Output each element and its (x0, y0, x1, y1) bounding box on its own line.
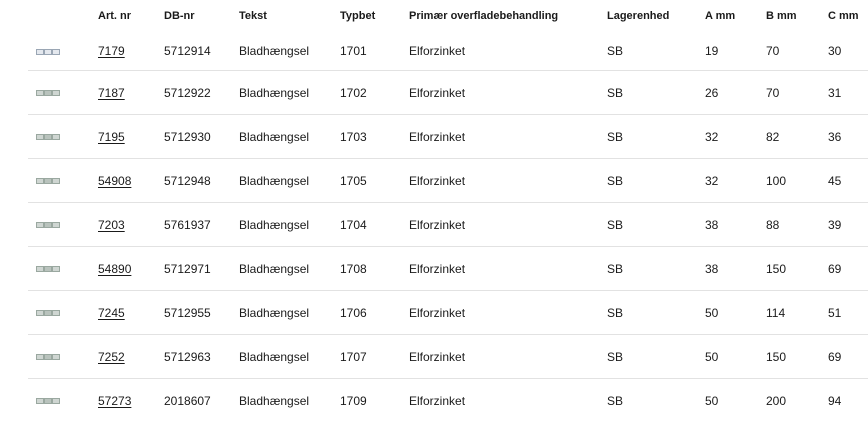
art-nr-cell (98, 32, 164, 71)
lagerenhed-cell: SB (607, 32, 705, 71)
b-mm-cell: 150 (766, 247, 828, 291)
hinge-thumbnail-icon[interactable] (34, 89, 60, 97)
header-typbet[interactable]: Typbet (340, 0, 409, 32)
tekst-cell: Bladhængsel (239, 159, 340, 203)
table-row[interactable] (28, 247, 868, 291)
db-nr-cell: 5712930 (164, 115, 239, 159)
tekst-cell: Bladhængsel (239, 291, 340, 335)
product-image-cell (28, 115, 98, 159)
table-row[interactable] (28, 335, 868, 379)
typbet-cell: 1707 (340, 335, 409, 379)
hinge-thumbnail-icon[interactable] (34, 133, 60, 141)
art-nr-link[interactable]: 7252 (98, 350, 125, 364)
header-lagerenhed[interactable]: Lagerenhed (607, 0, 705, 32)
tekst-cell: Bladhængsel (239, 32, 340, 71)
primaer-cell: Elforzinket (409, 71, 607, 115)
table-row[interactable] (28, 71, 868, 115)
a-mm-cell: 38 (705, 247, 766, 291)
product-image-cell (28, 379, 98, 422)
table-row[interactable] (28, 379, 868, 422)
product-table-container (28, 0, 868, 422)
art-nr-cell (98, 203, 164, 247)
c-mm-cell: 31 (828, 71, 868, 115)
lagerenhed-cell: SB (607, 115, 705, 159)
c-mm-cell: 36 (828, 115, 868, 159)
typbet-cell: 1708 (340, 247, 409, 291)
header-primaer-overfladebehandling[interactable]: Primær overfladebehandling (409, 0, 607, 32)
header-image (28, 0, 98, 32)
table-row[interactable] (28, 203, 868, 247)
product-image-cell (28, 71, 98, 115)
lagerenhed-cell: SB (607, 159, 705, 203)
b-mm-cell: 70 (766, 71, 828, 115)
hinge-thumbnail-icon[interactable] (34, 265, 60, 273)
primaer-cell: Elforzinket (409, 115, 607, 159)
a-mm-cell: 50 (705, 291, 766, 335)
art-nr-link[interactable]: 54890 (98, 262, 131, 276)
lagerenhed-cell: SB (607, 291, 705, 335)
tekst-cell: Bladhængsel (239, 203, 340, 247)
db-nr-cell: 5712963 (164, 335, 239, 379)
art-nr-cell (98, 291, 164, 335)
typbet-cell: 1703 (340, 115, 409, 159)
header-b-mm[interactable]: B mm (766, 0, 828, 32)
primaer-cell: Elforzinket (409, 291, 607, 335)
db-nr-cell: 5712948 (164, 159, 239, 203)
a-mm-cell: 50 (705, 379, 766, 422)
a-mm-cell: 38 (705, 203, 766, 247)
db-nr-cell: 2018607 (164, 379, 239, 422)
product-image-cell (28, 159, 98, 203)
art-nr-cell (98, 159, 164, 203)
c-mm-cell: 39 (828, 203, 868, 247)
art-nr-link[interactable]: 7203 (98, 218, 125, 232)
typbet-cell: 1701 (340, 32, 409, 71)
b-mm-cell: 70 (766, 32, 828, 71)
tekst-cell: Bladhængsel (239, 335, 340, 379)
tekst-cell: Bladhængsel (239, 379, 340, 422)
c-mm-cell: 94 (828, 379, 868, 422)
hinge-thumbnail-icon[interactable] (34, 221, 60, 229)
a-mm-cell: 26 (705, 71, 766, 115)
product-image-cell (28, 32, 98, 71)
product-table (28, 0, 868, 422)
tekst-cell: Bladhængsel (239, 115, 340, 159)
header-tekst[interactable]: Tekst (239, 0, 340, 32)
header-db-nr[interactable]: DB-nr (164, 0, 239, 32)
art-nr-cell (98, 115, 164, 159)
db-nr-cell: 5761937 (164, 203, 239, 247)
lagerenhed-cell: SB (607, 335, 705, 379)
table-header-row (28, 0, 868, 32)
art-nr-link[interactable]: 7195 (98, 130, 125, 144)
lagerenhed-cell: SB (607, 379, 705, 422)
product-image-cell (28, 247, 98, 291)
primaer-cell: Elforzinket (409, 32, 607, 71)
c-mm-cell: 69 (828, 335, 868, 379)
lagerenhed-cell: SB (607, 203, 705, 247)
tekst-cell: Bladhængsel (239, 71, 340, 115)
b-mm-cell: 100 (766, 159, 828, 203)
b-mm-cell: 88 (766, 203, 828, 247)
b-mm-cell: 114 (766, 291, 828, 335)
art-nr-link[interactable]: 7187 (98, 86, 125, 100)
header-a-mm[interactable]: A mm (705, 0, 766, 32)
typbet-cell: 1704 (340, 203, 409, 247)
art-nr-cell (98, 71, 164, 115)
c-mm-cell: 30 (828, 32, 868, 71)
art-nr-link[interactable]: 7245 (98, 306, 125, 320)
hinge-thumbnail-icon[interactable] (34, 48, 60, 56)
hinge-thumbnail-icon[interactable] (34, 353, 60, 361)
b-mm-cell: 200 (766, 379, 828, 422)
typbet-cell: 1706 (340, 291, 409, 335)
primaer-cell: Elforzinket (409, 203, 607, 247)
c-mm-cell: 51 (828, 291, 868, 335)
table-row[interactable] (28, 291, 868, 335)
lagerenhed-cell: SB (607, 71, 705, 115)
db-nr-cell: 5712971 (164, 247, 239, 291)
art-nr-link[interactable]: 7179 (98, 44, 125, 58)
art-nr-link[interactable]: 57273 (98, 394, 131, 408)
primaer-cell: Elforzinket (409, 247, 607, 291)
b-mm-cell: 82 (766, 115, 828, 159)
product-image-cell (28, 203, 98, 247)
header-art-nr[interactable]: Art. nr (98, 0, 164, 32)
typbet-cell: 1705 (340, 159, 409, 203)
a-mm-cell: 32 (705, 159, 766, 203)
art-nr-cell (98, 379, 164, 422)
a-mm-cell: 32 (705, 115, 766, 159)
typbet-cell: 1709 (340, 379, 409, 422)
a-mm-cell: 19 (705, 32, 766, 71)
db-nr-cell: 5712922 (164, 71, 239, 115)
art-nr-link[interactable]: 54908 (98, 174, 131, 188)
hinge-thumbnail-icon[interactable] (34, 177, 60, 185)
b-mm-cell: 150 (766, 335, 828, 379)
hinge-thumbnail-icon[interactable] (34, 309, 60, 317)
primaer-cell: Elforzinket (409, 379, 607, 422)
hinge-thumbnail-icon[interactable] (34, 397, 60, 405)
primaer-cell: Elforzinket (409, 335, 607, 379)
art-nr-cell (98, 335, 164, 379)
c-mm-cell: 45 (828, 159, 868, 203)
a-mm-cell: 50 (705, 335, 766, 379)
art-nr-cell (98, 247, 164, 291)
table-row[interactable] (28, 115, 868, 159)
lagerenhed-cell: SB (607, 247, 705, 291)
db-nr-cell: 5712914 (164, 32, 239, 71)
product-image-cell (28, 335, 98, 379)
header-c-mm[interactable]: C mm (828, 0, 868, 32)
c-mm-cell: 69 (828, 247, 868, 291)
product-image-cell (28, 291, 98, 335)
table-row[interactable] (28, 159, 868, 203)
typbet-cell: 1702 (340, 71, 409, 115)
db-nr-cell: 5712955 (164, 291, 239, 335)
table-row[interactable] (28, 32, 868, 71)
primaer-cell: Elforzinket (409, 159, 607, 203)
tekst-cell: Bladhængsel (239, 247, 340, 291)
